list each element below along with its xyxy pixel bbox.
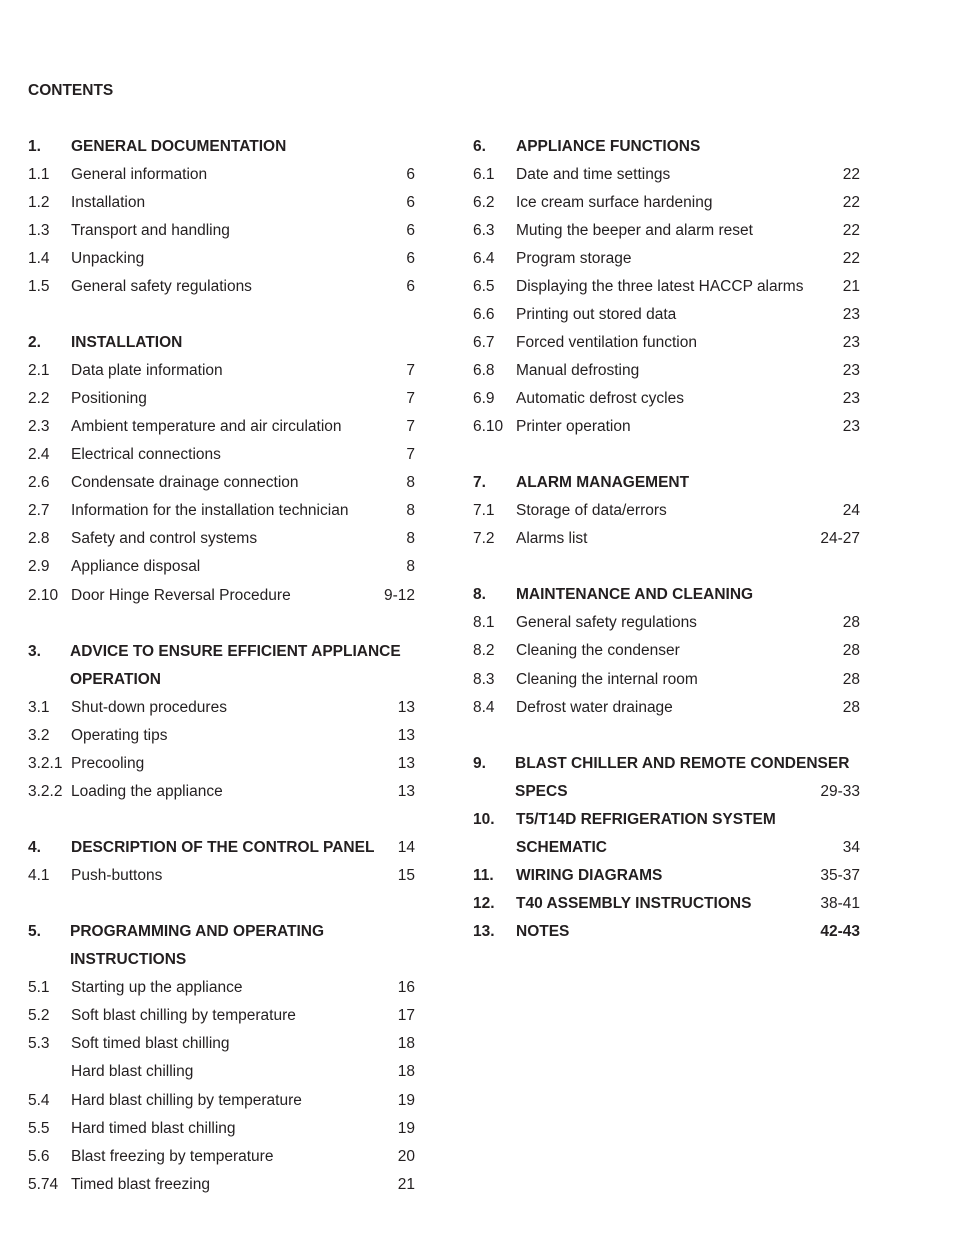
toc-entry xyxy=(28,670,415,690)
toc-entry-label: Ice cream surface hardening xyxy=(516,194,713,211)
toc-entry-label: INSTRUCTIONS xyxy=(70,951,187,968)
toc-entry-number: 3. xyxy=(28,643,41,660)
toc-entry-page: 20 xyxy=(397,1148,415,1165)
toc-entry-page: 28 xyxy=(842,699,860,716)
toc-entry xyxy=(28,1147,415,1167)
toc-entry-page: 23 xyxy=(842,418,860,435)
toc-entry-label: Defrost water drainage xyxy=(516,699,673,716)
toc-entry xyxy=(473,866,860,886)
toc-entry-page: 19 xyxy=(397,1092,415,1109)
toc-entry-label: Date and time settings xyxy=(516,166,671,183)
toc-entry-label: Information for the installation technician xyxy=(71,502,349,519)
toc-entry-number: 2.6 xyxy=(28,474,50,491)
toc-entry-page: 29-33 xyxy=(820,783,860,800)
toc-entry-page: 14 xyxy=(397,839,415,856)
toc-entry xyxy=(28,838,415,858)
toc-entry xyxy=(28,501,415,521)
toc-entry-page: 7 xyxy=(406,446,415,463)
toc-entry-number: 1. xyxy=(28,138,41,155)
toc-entry xyxy=(28,529,415,549)
toc-entry-label: Door Hinge Reversal Procedure xyxy=(71,587,291,604)
toc-entry-label: Data plate information xyxy=(71,362,223,379)
toc-entry-page: 7 xyxy=(406,418,415,435)
toc-entry-number: 3.2 xyxy=(28,727,50,744)
toc-entry xyxy=(473,585,860,605)
toc-entry-label: Program storage xyxy=(516,250,632,267)
toc-entry xyxy=(473,810,860,830)
toc-entry-label: APPLIANCE FUNCTIONS xyxy=(516,138,701,155)
toc-entry-number: 2.3 xyxy=(28,418,50,435)
toc-entry-label: WIRING DIAGRAMS xyxy=(516,867,663,884)
toc-entry xyxy=(28,642,415,662)
toc-entry xyxy=(28,782,415,802)
toc-entry-page: 23 xyxy=(842,306,860,323)
toc-entry xyxy=(473,922,860,942)
toc-entry-label: Positioning xyxy=(71,390,147,407)
toc-entry-number: 6.3 xyxy=(473,222,495,239)
toc-entry-number: 5.3 xyxy=(28,1035,50,1052)
toc-entry-number: 2.8 xyxy=(28,530,50,547)
toc-entry-number: 1.3 xyxy=(28,222,50,239)
toc-entry-number: 6.9 xyxy=(473,390,495,407)
toc-entry xyxy=(473,389,860,409)
toc-entry xyxy=(473,838,860,858)
toc-entry-page: 42-43 xyxy=(820,923,860,940)
toc-entry-number: 1.2 xyxy=(28,194,50,211)
toc-entry-page: 18 xyxy=(397,1035,415,1052)
toc-entry xyxy=(28,1062,415,1082)
toc-entry-label: Starting up the appliance xyxy=(71,979,243,996)
toc-entry xyxy=(28,950,415,970)
toc-entry-number: 5.2 xyxy=(28,1007,50,1024)
toc-entry-number: 10. xyxy=(473,811,495,828)
toc-entry-label: Loading the appliance xyxy=(71,783,223,800)
toc-entry-label: Precooling xyxy=(71,755,145,772)
toc-entry-label: OPERATION xyxy=(70,671,161,688)
toc-entry xyxy=(473,417,860,437)
toc-entry-page: 17 xyxy=(397,1007,415,1024)
toc-entry-page: 6 xyxy=(406,278,415,295)
toc-entry xyxy=(473,613,860,633)
toc-entry xyxy=(473,165,860,185)
toc-entry-page: 28 xyxy=(842,614,860,631)
toc-entry-number: 7. xyxy=(473,474,486,491)
toc-entry-number: 5.74 xyxy=(28,1176,59,1193)
toc-entry-number: 3.1 xyxy=(28,699,50,716)
toc-entry-label: Ambient temperature and air circulation xyxy=(71,418,342,435)
toc-entry-number: 6. xyxy=(473,138,486,155)
toc-entry xyxy=(28,137,415,157)
toc-entry-number: 7.1 xyxy=(473,502,495,519)
toc-entry-page: 8 xyxy=(406,530,415,547)
toc-entry-label: Operating tips xyxy=(71,727,168,744)
toc-entry xyxy=(28,193,415,213)
toc-entry-page: 7 xyxy=(406,390,415,407)
toc-entry-number: 1.4 xyxy=(28,250,50,267)
toc-entry-number: 1.1 xyxy=(28,166,50,183)
toc-entry xyxy=(473,249,860,269)
toc-entry-label: SPECS xyxy=(515,783,568,800)
toc-entry xyxy=(473,670,860,690)
toc-entry-page: 13 xyxy=(397,699,415,716)
toc-entry-number: 2.10 xyxy=(28,587,59,604)
toc-entry-label: Blast freezing by temperature xyxy=(71,1148,274,1165)
toc-entry-number: 2.2 xyxy=(28,390,50,407)
toc-entry-number: 8.2 xyxy=(473,642,495,659)
toc-entry-page: 13 xyxy=(397,755,415,772)
toc-entry xyxy=(28,221,415,241)
toc-entry-page: 24 xyxy=(842,502,860,519)
toc-entry-label: Shut-down procedures xyxy=(71,699,227,716)
toc-entry-label: Forced ventilation function xyxy=(516,334,697,351)
toc-entry-page: 28 xyxy=(842,642,860,659)
toc-entry xyxy=(28,978,415,998)
toc-entry-label: Manual defrosting xyxy=(516,362,640,379)
toc-entry-label: Hard blast chilling xyxy=(71,1063,194,1080)
toc-entry xyxy=(473,529,860,549)
toc-entry xyxy=(28,1006,415,1026)
toc-entry xyxy=(473,641,860,661)
toc-entry xyxy=(473,305,860,325)
toc-entry-number: 2. xyxy=(28,334,41,351)
toc-entry-number: 8.3 xyxy=(473,671,495,688)
toc-entry xyxy=(28,1034,415,1054)
toc-entry-label: MAINTENANCE AND CLEANING xyxy=(516,586,754,603)
toc-entry xyxy=(473,221,860,241)
toc-entry xyxy=(473,333,860,353)
toc-entry-label: T5/T14D REFRIGERATION SYSTEM xyxy=(516,811,776,828)
toc-entry-number: 3.2.1 xyxy=(28,755,63,772)
toc-entry-page: 16 xyxy=(397,979,415,996)
toc-entry-number: 6.7 xyxy=(473,334,495,351)
toc-entry-number: 6.2 xyxy=(473,194,495,211)
toc-entry-page: 13 xyxy=(397,727,415,744)
toc-entry-label: General safety regulations xyxy=(516,614,697,631)
toc-entry-number: 2.4 xyxy=(28,446,50,463)
toc-entry-number: 4. xyxy=(28,839,41,856)
toc-entry-number: 13. xyxy=(473,923,495,940)
toc-entry-number: 7.2 xyxy=(473,530,495,547)
toc-entry-page: 23 xyxy=(842,334,860,351)
toc-entry-page: 21 xyxy=(842,278,860,295)
toc-entry xyxy=(28,361,415,381)
toc-entry-label: Unpacking xyxy=(71,250,145,267)
toc-entry-number: 2.9 xyxy=(28,558,50,575)
toc-entry-number: 6.8 xyxy=(473,362,495,379)
toc-entry-label: Soft timed blast chilling xyxy=(71,1035,230,1052)
toc-entry-label: SCHEMATIC xyxy=(516,839,607,856)
toc-entry-page: 6 xyxy=(406,166,415,183)
toc-entry xyxy=(28,389,415,409)
toc-entry-page: 9-12 xyxy=(383,587,415,604)
toc-entry-page: 22 xyxy=(842,166,860,183)
toc-entry-page: 28 xyxy=(842,671,860,688)
toc-entry xyxy=(28,417,415,437)
toc-entry-label: INSTALLATION xyxy=(71,334,183,351)
toc-entry-label: Cleaning the internal room xyxy=(516,671,698,688)
toc-entry-number: 5. xyxy=(28,923,41,940)
toc-entry xyxy=(28,333,415,353)
toc-entry xyxy=(28,1175,415,1195)
toc-entry-page: 8 xyxy=(406,474,415,491)
toc-entry-page: 21 xyxy=(397,1176,415,1193)
toc-entry-page: 19 xyxy=(397,1120,415,1137)
toc-entry-label: General safety regulations xyxy=(71,278,252,295)
toc-entry xyxy=(473,782,860,802)
toc-entry-page: 8 xyxy=(406,502,415,519)
toc-entry-label: GENERAL DOCUMENTATION xyxy=(71,138,287,155)
toc-entry xyxy=(28,1091,415,1111)
toc-entry xyxy=(473,361,860,381)
toc-entry-label: Condensate drainage connection xyxy=(71,474,299,491)
toc-entry xyxy=(28,277,415,297)
toc-entry-page: 15 xyxy=(397,867,415,884)
toc-entry-label: Soft blast chilling by temperature xyxy=(71,1007,296,1024)
toc-entry-label: Push-buttons xyxy=(71,867,163,884)
toc-entry-page: 23 xyxy=(842,390,860,407)
toc-entry-label: Displaying the three latest HACCP alarms xyxy=(516,278,804,295)
toc-entry-label: Safety and control systems xyxy=(71,530,258,547)
toc-entry xyxy=(473,894,860,914)
toc-entry-number: 6.6 xyxy=(473,306,495,323)
toc-entry-label: Automatic defrost cycles xyxy=(516,390,684,407)
toc-entry-label: Muting the beeper and alarm reset xyxy=(516,222,753,239)
toc-entry-label: Hard blast chilling by temperature xyxy=(71,1092,302,1109)
toc-entry-label: Alarms list xyxy=(516,530,588,547)
page-title: CONTENTS xyxy=(28,82,114,99)
toc-entry-label: Hard timed blast chilling xyxy=(71,1120,236,1137)
toc-entry-label: ADVICE TO ENSURE EFFICIENT APPLIANCE xyxy=(70,643,401,660)
toc-entry-number: 5.1 xyxy=(28,979,50,996)
toc-entry-number: 2.1 xyxy=(28,362,50,379)
toc-entry-page: 23 xyxy=(842,362,860,379)
toc-entry-label: PROGRAMMING AND OPERATING xyxy=(70,923,325,940)
toc-entry xyxy=(473,754,860,774)
toc-entry xyxy=(28,165,415,185)
toc-entry-label: ALARM MANAGEMENT xyxy=(516,474,690,491)
toc-entry xyxy=(28,922,415,942)
toc-entry xyxy=(473,473,860,493)
toc-entry-label: T40 ASSEMBLY INSTRUCTIONS xyxy=(516,895,752,912)
toc-entry xyxy=(28,473,415,493)
toc-entry-number: 8. xyxy=(473,586,486,603)
toc-entry-page: 35-37 xyxy=(820,867,860,884)
toc-entry-number: 5.4 xyxy=(28,1092,50,1109)
toc-entry-page: 6 xyxy=(406,222,415,239)
toc-entry-label: Cleaning the condenser xyxy=(516,642,680,659)
toc-entry-label: Printer operation xyxy=(516,418,631,435)
toc-entry-page: 8 xyxy=(406,558,415,575)
toc-entry-number: 2.7 xyxy=(28,502,50,519)
toc-entry-label: Electrical connections xyxy=(71,446,221,463)
toc-entry xyxy=(28,866,415,886)
toc-entry-page: 38-41 xyxy=(820,895,860,912)
toc-entry-page: 24-27 xyxy=(820,530,860,547)
toc-entry-number: 11. xyxy=(473,867,494,884)
toc-entry-page: 18 xyxy=(397,1063,415,1080)
toc-entry xyxy=(28,249,415,269)
toc-entry xyxy=(28,726,415,746)
toc-entry-number: 8.1 xyxy=(473,614,495,631)
toc-entry-label: General information xyxy=(71,166,208,183)
toc-entry-label: Transport and handling xyxy=(71,222,230,239)
toc-entry-page: 6 xyxy=(406,250,415,267)
toc-entry-page: 6 xyxy=(406,194,415,211)
toc-entry-page: 22 xyxy=(842,250,860,267)
toc-entry-number: 3.2.2 xyxy=(28,783,63,800)
toc-entry-number: 12. xyxy=(473,895,495,912)
toc-entry-number: 9. xyxy=(473,755,486,772)
toc-entry xyxy=(28,754,415,774)
toc-entry-label: NOTES xyxy=(516,923,570,940)
toc-entry-number: 6.1 xyxy=(473,166,495,183)
toc-entry-label: DESCRIPTION OF THE CONTROL PANEL xyxy=(71,839,375,856)
toc-entry-number: 4.1 xyxy=(28,867,50,884)
toc-entry xyxy=(473,137,860,157)
toc-entry xyxy=(28,445,415,465)
toc-entry-label: Timed blast freezing xyxy=(71,1176,210,1193)
toc-entry xyxy=(28,698,415,718)
toc-entry xyxy=(473,193,860,213)
toc-entry-label: Storage of data/errors xyxy=(516,502,667,519)
toc-entry xyxy=(473,501,860,521)
toc-entry xyxy=(473,277,860,297)
toc-entry-number: 6.5 xyxy=(473,278,495,295)
toc-entry-page: 7 xyxy=(406,362,415,379)
toc-entry-number: 5.6 xyxy=(28,1148,50,1165)
toc-entry xyxy=(28,1119,415,1139)
toc-entry-page: 22 xyxy=(842,194,860,211)
toc-entry-page: 13 xyxy=(397,783,415,800)
toc-entry-page: 34 xyxy=(842,839,860,856)
toc-entry-label: Installation xyxy=(71,194,146,211)
toc-entry-label: Printing out stored data xyxy=(516,306,677,323)
toc-entry xyxy=(28,557,415,577)
toc-entry-page: 22 xyxy=(842,222,860,239)
toc-entry-number: 6.10 xyxy=(473,418,504,435)
toc-entry-number: 8.4 xyxy=(473,699,495,716)
toc-entry-number: 5.5 xyxy=(28,1120,50,1137)
toc-entry-label: BLAST CHILLER AND REMOTE CONDENSER xyxy=(515,755,850,772)
toc-entry-label: Appliance disposal xyxy=(71,558,201,575)
toc-entry xyxy=(473,698,860,718)
toc-entry xyxy=(28,586,415,606)
toc-entry-number: 1.5 xyxy=(28,278,50,295)
toc-entry-number: 6.4 xyxy=(473,250,495,267)
